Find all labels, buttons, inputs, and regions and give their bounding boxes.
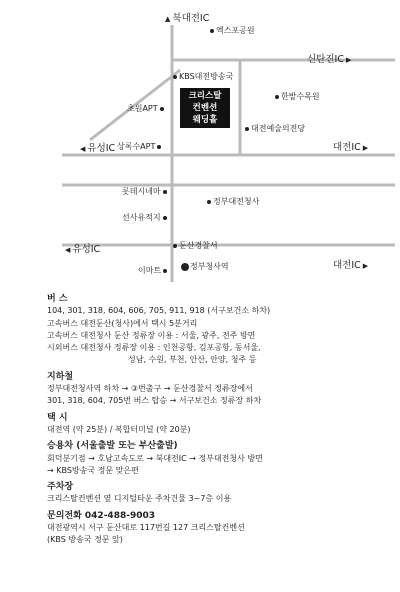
venue-crystal-convention (180, 88, 230, 128)
subway-line-1: 정부대전청사역 하차 → ③번출구 → 둔산경찰서 정류장에서 (47, 384, 253, 394)
place-sangrok: 상록수APT (117, 141, 163, 152)
directions-info (47, 293, 392, 547)
label-daejeon-ic-bottom: 대전IC ▶ (333, 257, 368, 271)
label-north-ic: ▲ 북대전IC (165, 10, 209, 24)
venue-line-3: 웨딩홀 (192, 115, 218, 125)
parking-title: 주차장 (47, 482, 74, 493)
label-yuseong-ic-top: ◀ 유성IC (80, 140, 115, 154)
subway-icon (181, 263, 189, 271)
bus-line-4: 시외버스 대전청사 정류장 이용 : 인천공항, 김포공항, 동서울, (47, 343, 261, 353)
contact-line-2: (KBS 방송국 정문 앞) (47, 535, 123, 545)
parking-line-1: 크리스탈컨벤션 옆 디지털타운 주차건물 3~7층 이용 (47, 494, 232, 504)
bus-line-5: 성남, 수원, 부천, 안산, 안양, 청주 등 (128, 355, 257, 365)
bus-title: 버 스 (47, 294, 68, 304)
label-yuseong-ic-bottom: ◀ 유성IC (65, 241, 100, 255)
contact-line-1: 대전광역시 서구 둔산대로 117번길 127 크리스탈컨벤션 (47, 523, 245, 533)
bus-line-3: 고속버스 대전청사 둔산 정류장 이용 : 서울, 광주, 전주 방면 (47, 330, 256, 340)
place-chowon: 초원APT (127, 103, 166, 114)
place-seonsa: 선사유적지 (122, 212, 169, 223)
car-title: 승용차 (서울출발 또는 부산출발) (47, 441, 178, 452)
car-line-2: → KBS방송국 정문 맞은편 (47, 465, 139, 475)
taxi-line-1: 대전역 (약 25분) / 복합터미널 (약 20분) (47, 424, 191, 434)
place-kbs: KBS대전방송국 (171, 71, 233, 82)
bus-line-1: 104, 301, 318, 604, 606, 705, 911, 918 (서구보건소 하차) (47, 306, 271, 316)
place-hanbat: 한밭수목원 (273, 91, 320, 102)
place-police: 둔산경찰서 (171, 240, 218, 251)
venue-line-1: 크리스탈 (188, 91, 222, 101)
label-daejeon-ic-top: 대전IC ▶ (333, 139, 368, 153)
place-emart: 이마트 (138, 265, 169, 276)
subway-title: 지하철 (47, 371, 74, 382)
venue-line-2: 컨벤션 (192, 103, 218, 113)
place-expo: 엑스포공원 (208, 25, 255, 36)
place-arts: 대전예술의전당 (243, 123, 305, 134)
place-station: 정부청사역 (181, 261, 229, 272)
bus-line-2: 고속버스 대전둔산(청사)에서 택시 5분거리 (47, 318, 198, 328)
location-map (0, 0, 400, 285)
place-gov: 정부대전청사 (205, 196, 259, 207)
taxi-title: 택 시 (47, 412, 68, 423)
contact-title: 문의전화 042-488-9003 (47, 510, 156, 521)
car-line-1: 회덕분기점 → 호남고속도로 → 북대전IC → 정부대전청사 방면 (47, 453, 263, 463)
place-lotte: 롯데시네마 (122, 186, 169, 197)
label-sintanjin-ic: 신탄진IC ▶ (307, 51, 351, 65)
subway-line-2: 301, 318, 604, 705번 버스 탑승 → 서구보건소 정류장 하차 (47, 396, 262, 406)
